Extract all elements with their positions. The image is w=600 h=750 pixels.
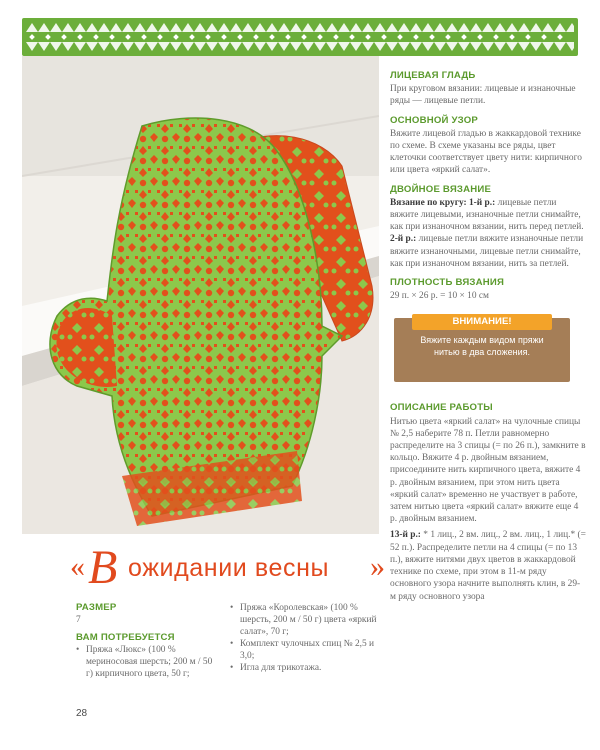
- ornament-diamond: [61, 34, 67, 40]
- ornament-triangle: [422, 23, 434, 32]
- ornament-diamond: [317, 34, 323, 40]
- ornament-diamond: [77, 34, 83, 40]
- ornament-triangle: [266, 23, 278, 32]
- ornament-triangle: [110, 23, 122, 32]
- section-gauge: [390, 277, 586, 302]
- section-double-knit: [390, 184, 586, 270]
- ornament-triangle: [290, 42, 302, 51]
- ornament-triangle: [326, 23, 338, 32]
- ornament-triangle: [410, 23, 422, 32]
- ornament-triangle: [254, 23, 266, 32]
- ornament-diamond: [141, 34, 147, 40]
- ornament-triangle: [170, 42, 182, 51]
- lead-row-13: 13-й р.:: [390, 530, 421, 541]
- ornament-triangle: [242, 42, 254, 51]
- ornament-triangle: [470, 23, 482, 32]
- text-double-knit: [390, 197, 586, 270]
- material-item-1: • Пряжа «Люкс» (100 % мериносовая шерсть; 200 м / 50 г) кирпичного цвета, 50 г;: [76, 644, 216, 680]
- ornament-triangle: [206, 23, 218, 32]
- lead-round-1: Вязание по кругу: 1-й р.:: [390, 197, 496, 208]
- section-main-pattern: [390, 115, 586, 177]
- page-number: 28: [76, 708, 88, 719]
- section-work-description: [390, 402, 586, 602]
- ornament-triangle: [38, 42, 50, 51]
- title-text: ожидании весны: [128, 554, 330, 582]
- instructions-column: [390, 70, 586, 610]
- ornament-triangle: [194, 23, 206, 32]
- ornament-triangle: [386, 42, 398, 51]
- ornament-triangle: [554, 23, 566, 32]
- ornament-diamond: [221, 34, 227, 40]
- text-work-description: Нитью цвета «яркий салат» на чулочные спицы № 2,5 наберите 78 п. Петли равномерно распределите на 3 спицы (= по 26 п.), замкните в кольцо. Вяжите 4 р. двойным вязанием, присоедините нить кирпичного цвета, вяжите 4 р. двойным вязанием, при этом нить цвета «яркий салат» временно не участвует в работе, затем нитью цвета «яркий салат» вяжите еще 4 р. двойным вязанием.: [390, 416, 586, 525]
- ornament-triangle: [506, 42, 518, 51]
- ornament-row-top: [26, 23, 574, 32]
- ornament-diamond: [525, 34, 531, 40]
- section-stockinette: [390, 70, 586, 108]
- ornament-triangle: [338, 42, 350, 51]
- ornament-triangle: [338, 23, 350, 32]
- material-item-4: • Игла для трикотажа.: [230, 662, 380, 674]
- ornament-triangle: [170, 23, 182, 32]
- ornament-triangle: [422, 42, 434, 51]
- ornament-triangle: [98, 42, 110, 51]
- ornament-triangle: [86, 42, 98, 51]
- ornament-triangle: [158, 23, 170, 32]
- decorative-header-band: [22, 18, 578, 56]
- ornament-triangle: [26, 42, 38, 51]
- text-row-13-body: * 1 лиц., 2 вм. лиц., 2 вм. лиц., 1 лиц.* (= 52 п.). Распределите петли на 4 спицы (= по 13 п.), вяжите нитями двух цветов в жаккардовой технике по схеме, при этом в 11-м ряду основного узора начните выполнять клин, в 29-м ряду основного узора: [390, 530, 586, 602]
- ornament-triangle: [446, 23, 458, 32]
- page-title: [70, 541, 390, 594]
- ornament-triangle: [458, 23, 470, 32]
- ornament-triangle: [98, 23, 110, 32]
- ornament-triangle: [518, 42, 530, 51]
- ornament-triangle: [530, 42, 542, 51]
- ornament-triangle: [26, 23, 38, 32]
- attention-notice: [394, 314, 570, 388]
- ornament-triangle: [62, 42, 74, 51]
- ornament-diamond: [45, 34, 51, 40]
- ornament-diamond: [157, 34, 163, 40]
- ornament-diamond: [397, 34, 403, 40]
- heading-stockinette: ЛИЦЕВАЯ ГЛАДЬ: [390, 70, 476, 81]
- ornament-triangle: [326, 42, 338, 51]
- ornament-triangle: [230, 23, 242, 32]
- mittens-illustration: [22, 56, 379, 534]
- ornament-triangle: [74, 23, 86, 32]
- ornament-triangle: [194, 42, 206, 51]
- ornament-triangle: [302, 23, 314, 32]
- ornament-diamond: [253, 34, 259, 40]
- ornament-diamond: [349, 34, 355, 40]
- text-stockinette: При круговом вязании: лицевые и изнаночные ряды — лицевые петли.: [390, 84, 576, 107]
- ornament-triangle: [362, 23, 374, 32]
- heading-work-description: ОПИСАНИЕ РАБОТЫ: [390, 402, 493, 414]
- title-open-quote: «: [70, 550, 85, 583]
- ornament-diamond: [173, 34, 179, 40]
- ornament-diamond: [205, 34, 211, 40]
- materials-continued: [230, 602, 380, 674]
- ornament-diamond: [413, 34, 419, 40]
- ornament-triangle: [314, 42, 326, 51]
- ornament-diamond: [509, 34, 515, 40]
- ornament-triangle: [374, 42, 386, 51]
- ornament-triangle: [482, 42, 494, 51]
- ornament-triangle: [230, 42, 242, 51]
- size-and-materials: [76, 602, 216, 680]
- ornament-triangle: [350, 42, 362, 51]
- ornament-triangle: [134, 42, 146, 51]
- ornament-triangle: [542, 42, 554, 51]
- ornament-triangle: [374, 23, 386, 32]
- ornament-diamond: [461, 34, 467, 40]
- material-item-3: • Комплект чулочных спиц № 2,5 и 3,0;: [230, 638, 380, 662]
- ornament-triangle: [278, 42, 290, 51]
- ornament-triangle: [518, 23, 530, 32]
- ornament-triangle: [314, 23, 326, 32]
- ornament-triangle: [50, 23, 62, 32]
- ornament-triangle: [158, 42, 170, 51]
- ornament-diamond: [541, 34, 547, 40]
- ornament-diamond: [285, 34, 291, 40]
- ornament-triangle: [50, 42, 62, 51]
- heading-main-pattern: ОСНОВНОЙ УЗОР: [390, 114, 478, 126]
- ornament-triangle: [86, 23, 98, 32]
- ornament-diamond: [29, 34, 35, 40]
- size-value: 7: [76, 615, 81, 625]
- heading-materials: ВАМ ПОТРЕБУЕТСЯ: [76, 632, 175, 643]
- ornament-triangle: [506, 23, 518, 32]
- heading-size: РАЗМЕР: [76, 602, 117, 613]
- text-main-pattern: Вяжите лицевой гладью в жаккардовой технике по схеме. В схеме указаны все ряды, цвет клеточки соответствует цвету нити: кирпичного или цвета «яркий салат».: [390, 128, 582, 176]
- ornament-triangle: [362, 42, 374, 51]
- ornament-diamond: [269, 34, 275, 40]
- ornament-diamond: [93, 34, 99, 40]
- ornament-diamond: [477, 34, 483, 40]
- ornament-triangle: [458, 42, 470, 51]
- ornament-triangle: [182, 42, 194, 51]
- ornament-triangle: [434, 42, 446, 51]
- ornament-triangle: [74, 42, 86, 51]
- mittens-photo: [22, 56, 379, 534]
- ornament-diamond: [381, 34, 387, 40]
- ornament-diamond: [333, 34, 339, 40]
- heading-double-knit: ДВОЙНОЕ ВЯЗАНИЕ: [390, 183, 492, 195]
- ornament-triangle: [254, 42, 266, 51]
- ornament-diamond: [365, 34, 371, 40]
- ornament-triangle: [218, 42, 230, 51]
- ornament-triangle: [266, 42, 278, 51]
- notice-message: Вяжите каждым видом пряжи нитью в два сложения.: [420, 335, 544, 358]
- ornament-triangle: [110, 42, 122, 51]
- ornament-triangle: [566, 42, 574, 51]
- ornament-triangle: [566, 23, 574, 32]
- ornament-diamond: [445, 34, 451, 40]
- ornament-row-bottom: [26, 42, 574, 51]
- ornament-diamond: [557, 34, 563, 40]
- ornament-triangle: [134, 23, 146, 32]
- ornament-diamond: [493, 34, 499, 40]
- ornament-triangle: [290, 23, 302, 32]
- notice-tag: ВНИМАНИЕ!: [412, 314, 552, 330]
- lead-round-2: 2-й р.:: [390, 234, 417, 245]
- heading-gauge: ПЛОТНОСТЬ ВЯЗАНИЯ: [390, 277, 505, 289]
- ornament-triangle: [62, 23, 74, 32]
- ornament-triangle: [434, 23, 446, 32]
- ornament-triangle: [398, 42, 410, 51]
- ornament-diamond: [125, 34, 131, 40]
- ornament-triangle: [410, 42, 422, 51]
- ornament-triangle: [302, 42, 314, 51]
- ornament-triangle: [398, 23, 410, 32]
- ornament-triangle: [206, 42, 218, 51]
- ornament-triangle: [218, 23, 230, 32]
- ornament-triangle: [122, 42, 134, 51]
- ornament-diamond: [429, 34, 435, 40]
- text-row-13: [390, 529, 586, 602]
- ornament-row-center: [26, 33, 574, 41]
- ornament-triangle: [386, 23, 398, 32]
- ornament-triangle: [482, 23, 494, 32]
- ornament-triangle: [530, 23, 542, 32]
- ornament-triangle: [554, 42, 566, 51]
- material-item-2: • Пряжа «Королевская» (100 % шерсть, 200 м / 50 г) цвета «яркий салат», 70 г;: [230, 602, 380, 638]
- ornament-diamond: [109, 34, 115, 40]
- ornament-triangle: [494, 42, 506, 51]
- ornament-triangle: [446, 42, 458, 51]
- ornament-triangle: [278, 23, 290, 32]
- ornament-triangle: [494, 23, 506, 32]
- ornament-triangle: [542, 23, 554, 32]
- ornament-triangle: [182, 23, 194, 32]
- ornament-diamond: [189, 34, 195, 40]
- ornament-diamond: [301, 34, 307, 40]
- ornament-diamond: [237, 34, 243, 40]
- text-round-2: лицевые петли вяжите изнаночные петли вяжите изнаночными, лицевые петли снимайте, как при изнаночном вязании, нить за петлей.: [390, 234, 584, 269]
- ornament-triangle: [350, 23, 362, 32]
- ornament-triangle: [38, 23, 50, 32]
- text-gauge: 29 п. × 26 р. = 10 × 10 см: [390, 291, 489, 302]
- title-close-quote: »: [370, 550, 385, 583]
- ornament-triangle: [122, 23, 134, 32]
- ornament-triangle: [242, 23, 254, 32]
- ornament-triangle: [146, 23, 158, 32]
- ornament-triangle: [470, 42, 482, 51]
- ornament-triangle: [146, 42, 158, 51]
- text-round-1: лицевые петли вяжите лицевыми, изнаночные петли снимайте, как при изнаночном вязании, нить перед петлей.: [390, 197, 584, 233]
- title-drop-cap: В: [88, 541, 118, 594]
